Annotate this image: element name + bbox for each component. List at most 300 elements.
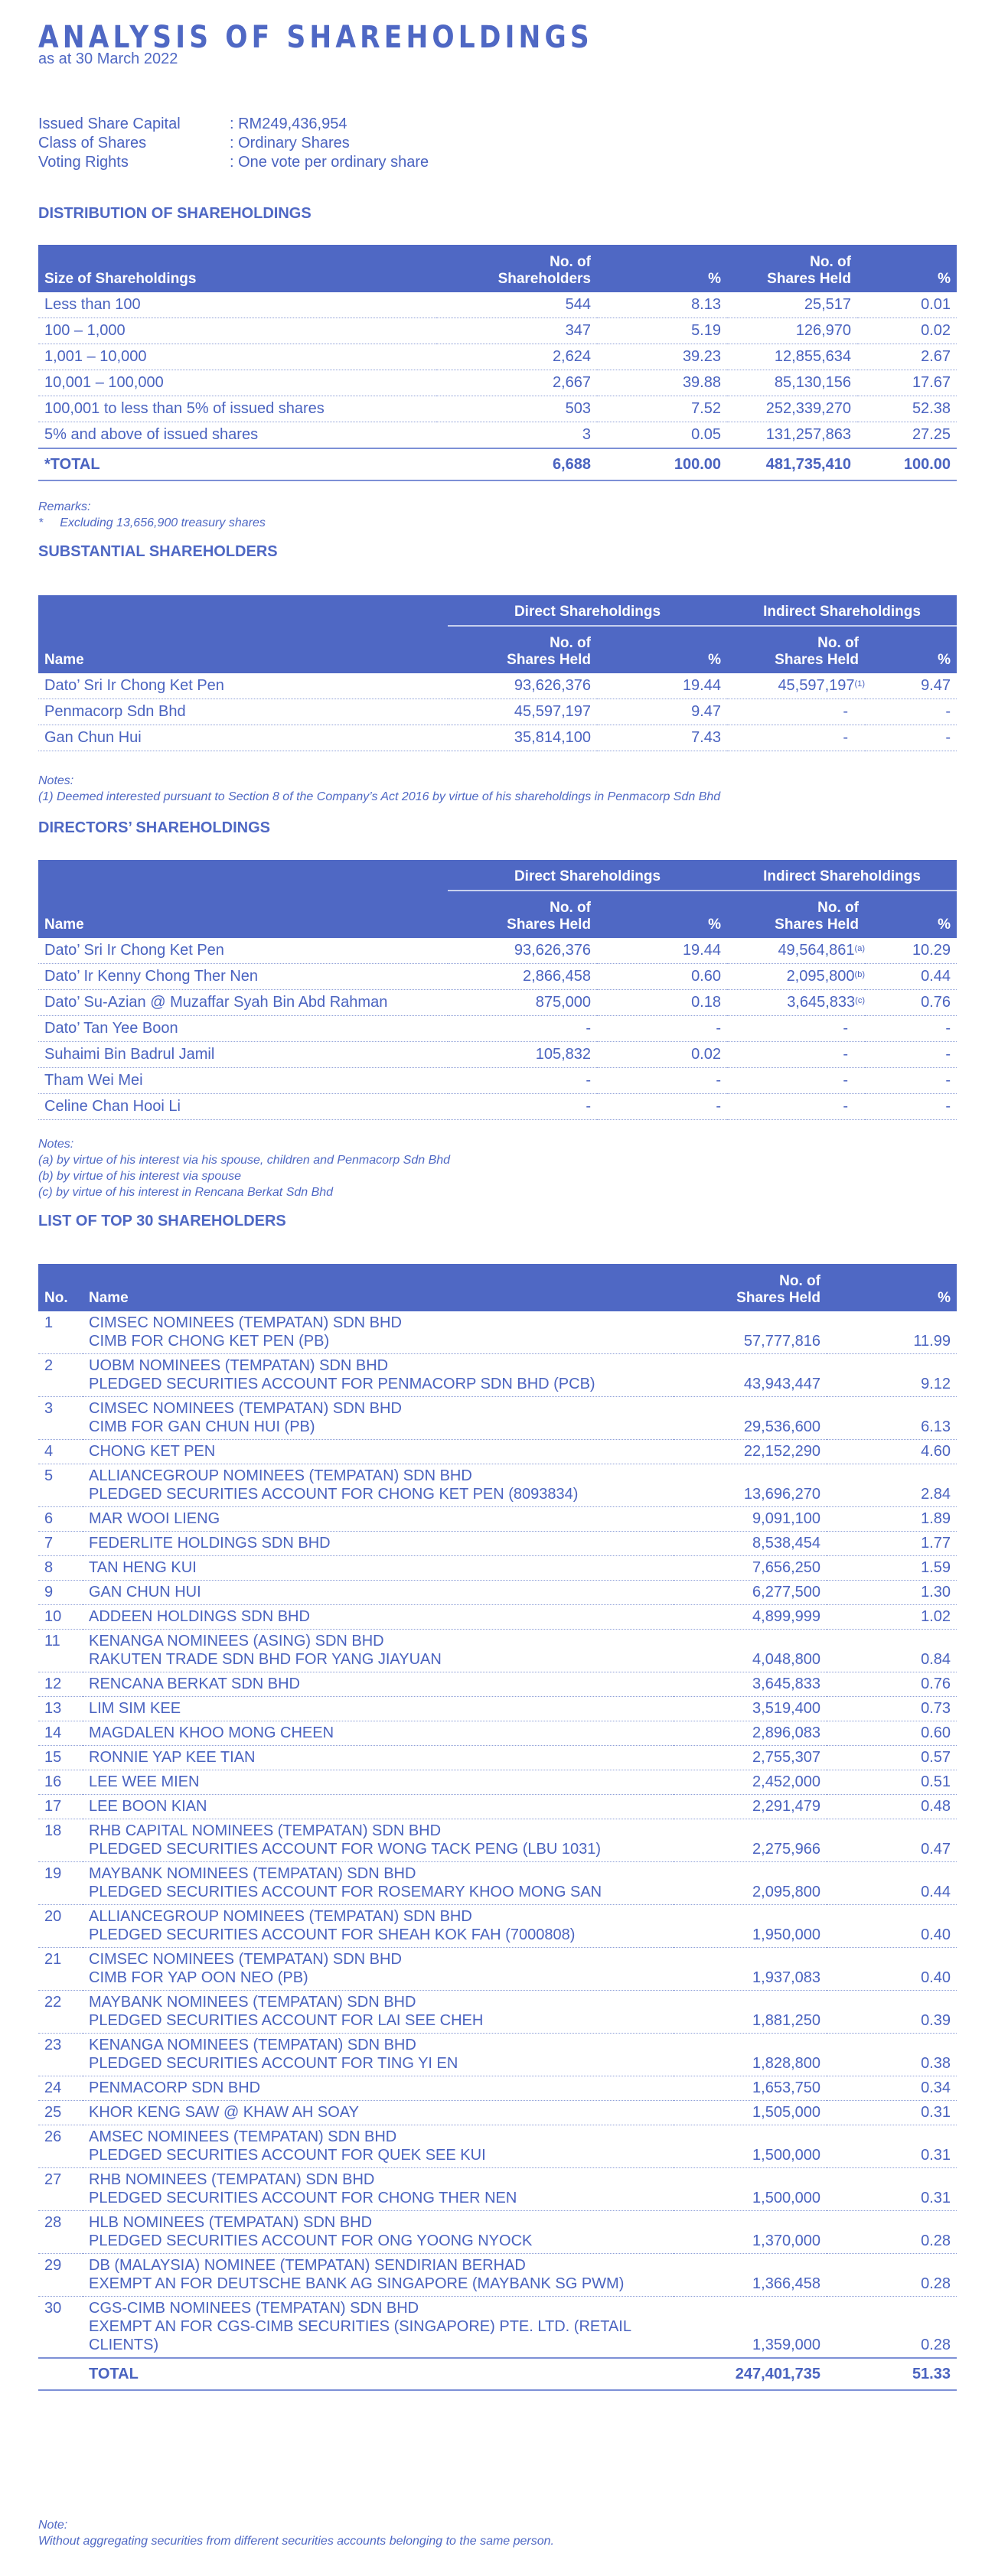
table-row bbox=[38, 1905, 957, 1948]
indirect-shares-cell bbox=[727, 990, 865, 1016]
indirect-shares-cell bbox=[727, 673, 865, 699]
indirect-pct-cell: 9.47 bbox=[865, 673, 957, 699]
pct-cell: 1.89 bbox=[827, 1507, 957, 1532]
shares-cell: 7,656,250 bbox=[674, 1556, 827, 1581]
size-cell: 5% and above of issued shares bbox=[38, 422, 436, 449]
direct-shares-cell: 93,626,376 bbox=[448, 673, 597, 699]
table-row bbox=[38, 2211, 957, 2254]
footnote-marker: (a) bbox=[854, 944, 865, 953]
info-label: Voting Rights bbox=[38, 154, 129, 171]
asterisk-marker: * bbox=[38, 516, 44, 529]
shares-cell: 6,277,500 bbox=[674, 1581, 827, 1605]
shareholder-name-cell bbox=[83, 2211, 674, 2254]
pct-cell: 9.12 bbox=[827, 1354, 957, 1397]
pct-holders-cell: 8.13 bbox=[597, 292, 727, 318]
table-row bbox=[38, 1721, 957, 1746]
name-line: PLEDGED SECURITIES ACCOUNT FOR CHONG THER NEN bbox=[89, 2190, 517, 2206]
pct-cell: 0.31 bbox=[827, 2101, 957, 2125]
name-cell: Suhaimi Bin Badrul Jamil bbox=[38, 1042, 448, 1068]
rank-cell: 13 bbox=[38, 1697, 83, 1721]
indirect-shares-value: 2,095,800 bbox=[786, 968, 855, 985]
name-line: ALLIANCEGROUP NOMINEES (TEMPATAN) SDN BHD bbox=[89, 1467, 472, 1484]
col-header-indirect-shares: No. of Shares Held bbox=[727, 626, 865, 673]
footnote-marker: (c) bbox=[855, 996, 865, 1005]
col-header-indirect-pct: % bbox=[865, 891, 957, 938]
shareholder-name-cell bbox=[83, 1721, 674, 1746]
rank-cell: 14 bbox=[38, 1721, 83, 1746]
table-row bbox=[38, 1532, 957, 1556]
direct-pct-cell: 0.02 bbox=[597, 1042, 727, 1068]
shares-cell: 131,257,863 bbox=[727, 422, 857, 449]
name-line: EXEMPT AN FOR DEUTSCHE BANK AG SINGAPORE (MAYBANK SG PWM) bbox=[89, 2275, 625, 2292]
shares-cell: 1,370,000 bbox=[674, 2211, 827, 2254]
shares-cell: 9,091,100 bbox=[674, 1507, 827, 1532]
shares-cell: 2,452,000 bbox=[674, 1770, 827, 1795]
top30-note bbox=[38, 2517, 554, 2549]
indirect-shares-value: 45,597,197 bbox=[778, 677, 855, 694]
direct-pct-cell: 9.47 bbox=[597, 699, 727, 725]
total-label: TOTAL bbox=[83, 2358, 674, 2390]
indirect-shares-value: - bbox=[843, 1098, 848, 1115]
share-capital-info bbox=[38, 115, 429, 172]
table-row bbox=[38, 1042, 957, 1068]
pct-cell: 0.28 bbox=[827, 2254, 957, 2297]
col-header-direct-pct: % bbox=[597, 891, 727, 938]
direct-pct-cell: 19.44 bbox=[597, 938, 727, 964]
table-header-row bbox=[38, 626, 957, 673]
distribution-table bbox=[38, 245, 957, 481]
indirect-shares-cell bbox=[727, 699, 865, 725]
table-row bbox=[38, 1770, 957, 1795]
pct-shares-cell: 0.01 bbox=[857, 292, 957, 318]
indirect-shares-value: 49,564,861 bbox=[778, 942, 855, 959]
direct-pct-cell: 19.44 bbox=[597, 673, 727, 699]
pct-cell: 0.31 bbox=[827, 2125, 957, 2168]
table-row bbox=[38, 2125, 957, 2168]
col-header-direct-shares: No. of Shares Held bbox=[448, 626, 597, 673]
shareholder-name-cell bbox=[83, 1507, 674, 1532]
direct-shares-cell: 93,626,376 bbox=[448, 938, 597, 964]
indirect-shares-value: 3,645,833 bbox=[787, 994, 856, 1011]
col-header-name: Name bbox=[38, 891, 448, 938]
table-row bbox=[38, 1507, 957, 1532]
shareholder-name-cell bbox=[83, 1311, 674, 1354]
name-line: CGS-CIMB NOMINEES (TEMPATAN) SDN BHD bbox=[89, 2300, 419, 2317]
shares-cell: 13,696,270 bbox=[674, 1464, 827, 1507]
table-row bbox=[38, 1556, 957, 1581]
notes-title: Notes: bbox=[38, 1138, 74, 1151]
shares-cell: 1,359,000 bbox=[674, 2297, 827, 2359]
table-row bbox=[38, 370, 957, 396]
pct-cell: 0.57 bbox=[827, 1746, 957, 1770]
table-row bbox=[38, 673, 957, 699]
indirect-pct-cell: - bbox=[865, 1042, 957, 1068]
shares-cell: 57,777,816 bbox=[674, 1311, 827, 1354]
shareholder-name-cell bbox=[83, 1397, 674, 1440]
note-text: Without aggregating securities from different securities accounts belonging to the same person. bbox=[38, 2535, 554, 2548]
name-line: UOBM NOMINEES (TEMPATAN) SDN BHD bbox=[89, 1357, 389, 1374]
name-cell: Dato’ Su-Azian @ Muzaffar Syah Bin Abd Rahman bbox=[38, 990, 448, 1016]
name-cell: Celine Chan Hooi Li bbox=[38, 1094, 448, 1120]
indirect-pct-cell: - bbox=[865, 1016, 957, 1042]
shareholder-name-cell bbox=[83, 1605, 674, 1630]
direct-pct-cell: 0.18 bbox=[597, 990, 727, 1016]
shares-cell: 29,536,600 bbox=[674, 1397, 827, 1440]
direct-shares-cell: 45,597,197 bbox=[448, 699, 597, 725]
shareholders-cell: 3 bbox=[436, 422, 597, 449]
col-header-no: No. bbox=[38, 1264, 83, 1311]
pct-cell: 0.39 bbox=[827, 1991, 957, 2034]
rank-cell: 27 bbox=[38, 2168, 83, 2211]
notes-title: Notes: bbox=[38, 774, 74, 787]
shareholder-name-cell bbox=[83, 1819, 674, 1862]
rank-cell: 15 bbox=[38, 1746, 83, 1770]
table-row bbox=[38, 1862, 957, 1905]
rank-cell: 9 bbox=[38, 1581, 83, 1605]
indirect-pct-cell: - bbox=[865, 699, 957, 725]
group-header-indirect: Indirect Shareholdings bbox=[727, 595, 957, 626]
shareholders-cell: 544 bbox=[436, 292, 597, 318]
shares-cell: 85,130,156 bbox=[727, 370, 857, 396]
page-subtitle: as at 30 March 2022 bbox=[38, 50, 178, 67]
col-header-direct-shares: No. of Shares Held bbox=[448, 891, 597, 938]
direct-shares-cell: - bbox=[448, 1016, 597, 1042]
col-header-pct-holders: % bbox=[597, 245, 727, 292]
name-line: CHONG KET PEN bbox=[89, 1443, 216, 1460]
pct-cell: 0.47 bbox=[827, 1819, 957, 1862]
table-row bbox=[38, 938, 957, 964]
shares-cell: 4,048,800 bbox=[674, 1630, 827, 1672]
rank-cell: 20 bbox=[38, 1905, 83, 1948]
pct-cell: 0.76 bbox=[827, 1672, 957, 1697]
indirect-pct-cell: 0.76 bbox=[865, 990, 957, 1016]
name-cell: Dato’ Ir Kenny Chong Ther Nen bbox=[38, 964, 448, 990]
indirect-shares-cell bbox=[727, 964, 865, 990]
name-line: MAYBANK NOMINEES (TEMPATAN) SDN BHD bbox=[89, 1994, 416, 2011]
pct-cell: 0.44 bbox=[827, 1862, 957, 1905]
total-pct-holders: 100.00 bbox=[597, 448, 727, 480]
indirect-pct-cell: - bbox=[865, 1068, 957, 1094]
section-title-top30: LIST OF TOP 30 SHAREHOLDERS bbox=[38, 1213, 286, 1229]
direct-pct-cell: - bbox=[597, 1068, 727, 1094]
pct-cell: 0.34 bbox=[827, 2076, 957, 2101]
pct-cell: 0.28 bbox=[827, 2297, 957, 2359]
table-header-row bbox=[38, 1264, 957, 1311]
table-row bbox=[38, 1948, 957, 1991]
pct-holders-cell: 0.05 bbox=[597, 422, 727, 449]
name-line: PLEDGED SECURITIES ACCOUNT FOR ROSEMARY KHOO MONG SAN bbox=[89, 1884, 602, 1900]
rank-cell: 30 bbox=[38, 2297, 83, 2359]
shares-cell: 3,519,400 bbox=[674, 1697, 827, 1721]
col-header-pct: % bbox=[827, 1264, 957, 1311]
name-line: CIMB FOR YAP OON NEO (PB) bbox=[89, 1969, 308, 1986]
rank-cell: 28 bbox=[38, 2211, 83, 2254]
name-line: RHB CAPITAL NOMINEES (TEMPATAN) SDN BHD bbox=[89, 1822, 442, 1839]
table-row bbox=[38, 1630, 957, 1672]
direct-shares-cell: 105,832 bbox=[448, 1042, 597, 1068]
name-line: LIM SIM KEE bbox=[89, 1700, 181, 1717]
indirect-pct-cell: 10.29 bbox=[865, 938, 957, 964]
table-row bbox=[38, 990, 957, 1016]
note-title: Note: bbox=[38, 2519, 68, 2532]
rank-cell: 18 bbox=[38, 1819, 83, 1862]
rank-cell: 8 bbox=[38, 1556, 83, 1581]
info-value: : One vote per ordinary share bbox=[230, 154, 429, 171]
col-header-indirect-shares: No. of Shares Held bbox=[727, 891, 865, 938]
table-header-row bbox=[38, 891, 957, 938]
table-row bbox=[38, 2254, 957, 2297]
shares-cell: 22,152,290 bbox=[674, 1440, 827, 1464]
shares-cell: 1,366,458 bbox=[674, 2254, 827, 2297]
shares-cell: 2,755,307 bbox=[674, 1746, 827, 1770]
name-line: PLEDGED SECURITIES ACCOUNT FOR CHONG KET PEN (8093834) bbox=[89, 1486, 579, 1503]
size-cell: 1,001 – 10,000 bbox=[38, 344, 436, 370]
name-line: RAKUTEN TRADE SDN BHD FOR YANG JIAYUAN bbox=[89, 1651, 442, 1668]
info-value: : RM249,436,954 bbox=[230, 116, 347, 132]
shareholders-cell: 347 bbox=[436, 318, 597, 344]
substantial-shareholders-table bbox=[38, 595, 957, 751]
name-line: PLEDGED SECURITIES ACCOUNT FOR LAI SEE CHEH bbox=[89, 2012, 484, 2029]
shares-cell: 1,828,800 bbox=[674, 2034, 827, 2076]
info-row bbox=[38, 115, 429, 134]
direct-shares-cell: 875,000 bbox=[448, 990, 597, 1016]
info-row bbox=[38, 153, 429, 172]
name-line: CIMB FOR GAN CHUN HUI (PB) bbox=[89, 1418, 315, 1435]
shareholder-name-cell bbox=[83, 2254, 674, 2297]
name-line: CLIENTS) bbox=[89, 2337, 159, 2353]
pct-cell: 11.99 bbox=[827, 1311, 957, 1354]
table-row bbox=[38, 2297, 957, 2359]
shares-cell: 2,095,800 bbox=[674, 1862, 827, 1905]
shareholder-name-cell bbox=[83, 1464, 674, 1507]
name-line: AMSEC NOMINEES (TEMPATAN) SDN BHD bbox=[89, 2128, 397, 2145]
pct-cell: 0.60 bbox=[827, 1721, 957, 1746]
group-header-direct: Direct Shareholdings bbox=[448, 860, 727, 891]
page-title: ANALYSIS OF SHAREHOLDINGS bbox=[38, 20, 593, 55]
table-row bbox=[38, 1311, 957, 1354]
pct-cell: 1.02 bbox=[827, 1605, 957, 1630]
name-line: CIMSEC NOMINEES (TEMPATAN) SDN BHD bbox=[89, 1951, 402, 1968]
shareholder-name-cell bbox=[83, 1630, 674, 1672]
shareholder-name-cell bbox=[83, 2297, 674, 2359]
distribution-remarks bbox=[38, 499, 266, 531]
blank-cell bbox=[38, 2358, 83, 2390]
size-cell: 10,001 – 100,000 bbox=[38, 370, 436, 396]
shareholder-name-cell bbox=[83, 1770, 674, 1795]
table-row bbox=[38, 2034, 957, 2076]
shares-cell: 4,899,999 bbox=[674, 1605, 827, 1630]
section-title-substantial: SUBSTANTIAL SHAREHOLDERS bbox=[38, 543, 278, 560]
table-row bbox=[38, 1581, 957, 1605]
name-line: FEDERLITE HOLDINGS SDN BHD bbox=[89, 1535, 331, 1552]
footnote-marker: (b) bbox=[854, 970, 865, 979]
shareholders-cell: 2,624 bbox=[436, 344, 597, 370]
table-row bbox=[38, 1746, 957, 1770]
shareholder-name-cell bbox=[83, 1440, 674, 1464]
indirect-shares-value: - bbox=[843, 1072, 848, 1089]
name-line: RONNIE YAP KEE TIAN bbox=[89, 1749, 256, 1766]
shareholder-name-cell bbox=[83, 1991, 674, 2034]
table-row bbox=[38, 699, 957, 725]
name-line: CIMSEC NOMINEES (TEMPATAN) SDN BHD bbox=[89, 1400, 402, 1417]
name-line: GAN CHUN HUI bbox=[89, 1584, 201, 1601]
shares-cell: 2,275,966 bbox=[674, 1819, 827, 1862]
indirect-pct-cell: - bbox=[865, 1094, 957, 1120]
name-line: PENMACORP SDN BHD bbox=[89, 2079, 261, 2096]
blank-header-cell bbox=[38, 860, 448, 891]
table-row bbox=[38, 1991, 957, 2034]
direct-shares-cell: - bbox=[448, 1094, 597, 1120]
rank-cell: 23 bbox=[38, 2034, 83, 2076]
size-cell: 100,001 to less than 5% of issued shares bbox=[38, 396, 436, 422]
name-line: RENCANA BERKAT SDN BHD bbox=[89, 1676, 300, 1692]
pct-cell: 0.73 bbox=[827, 1697, 957, 1721]
total-pct-shares: 100.00 bbox=[857, 448, 957, 480]
pct-shares-cell: 27.25 bbox=[857, 422, 957, 449]
name-line: PLEDGED SECURITIES ACCOUNT FOR TING YI EN bbox=[89, 2055, 458, 2072]
name-line: CIMSEC NOMINEES (TEMPATAN) SDN BHD bbox=[89, 1314, 402, 1331]
total-pct: 51.33 bbox=[827, 2358, 957, 2390]
table-group-header-row bbox=[38, 595, 957, 626]
rank-cell: 4 bbox=[38, 1440, 83, 1464]
rank-cell: 11 bbox=[38, 1630, 83, 1672]
directors-shareholdings-table bbox=[38, 860, 957, 1120]
pct-holders-cell: 5.19 bbox=[597, 318, 727, 344]
name-line: KENANGA NOMINEES (ASING) SDN BHD bbox=[89, 1633, 384, 1649]
total-shares: 247,401,735 bbox=[674, 2358, 827, 2390]
pct-holders-cell: 39.88 bbox=[597, 370, 727, 396]
table-row bbox=[38, 2168, 957, 2211]
shares-cell: 1,653,750 bbox=[674, 2076, 827, 2101]
rank-cell: 7 bbox=[38, 1532, 83, 1556]
indirect-pct-cell: - bbox=[865, 725, 957, 751]
total-row bbox=[38, 2358, 957, 2390]
rank-cell: 5 bbox=[38, 1464, 83, 1507]
indirect-shares-cell bbox=[727, 1016, 865, 1042]
table-group-header-row bbox=[38, 860, 957, 891]
col-header-indirect-pct: % bbox=[865, 626, 957, 673]
name-line: ADDEEN HOLDINGS SDN BHD bbox=[89, 1608, 310, 1625]
pct-shares-cell: 17.67 bbox=[857, 370, 957, 396]
table-row bbox=[38, 344, 957, 370]
indirect-shares-cell bbox=[727, 1094, 865, 1120]
rank-cell: 22 bbox=[38, 1991, 83, 2034]
pct-cell: 0.51 bbox=[827, 1770, 957, 1795]
table-row bbox=[38, 1697, 957, 1721]
size-cell: 100 – 1,000 bbox=[38, 318, 436, 344]
table-row bbox=[38, 1605, 957, 1630]
indirect-shares-value: - bbox=[843, 1020, 848, 1037]
col-header-name: Name bbox=[38, 626, 448, 673]
shares-cell: 1,937,083 bbox=[674, 1948, 827, 1991]
table-header-row bbox=[38, 245, 957, 292]
shareholder-name-cell bbox=[83, 2168, 674, 2211]
top30-shareholders-table bbox=[38, 1264, 957, 2391]
shares-cell: 3,645,833 bbox=[674, 1672, 827, 1697]
col-header-shares-held: No. of Shares Held bbox=[674, 1264, 827, 1311]
name-line: HLB NOMINEES (TEMPATAN) SDN BHD bbox=[89, 2214, 373, 2231]
note-line: (1) Deemed interested pursuant to Section 8 of the Company’s Act 2016 by virtue of his shareholdings in Penmacorp Sdn Bhd bbox=[38, 790, 721, 803]
pct-cell: 1.30 bbox=[827, 1581, 957, 1605]
name-line: PLEDGED SECURITIES ACCOUNT FOR WONG TACK PENG (LBU 1031) bbox=[89, 1841, 602, 1858]
shareholder-name-cell bbox=[83, 2076, 674, 2101]
pct-shares-cell: 52.38 bbox=[857, 396, 957, 422]
name-cell: Gan Chun Hui bbox=[38, 725, 448, 751]
table-row bbox=[38, 1795, 957, 1819]
name-line: PLEDGED SECURITIES ACCOUNT FOR ONG YOONG NYOCK bbox=[89, 2232, 533, 2249]
table-row bbox=[38, 1397, 957, 1440]
substantial-notes bbox=[38, 773, 720, 805]
indirect-shares-cell bbox=[727, 725, 865, 751]
table-row bbox=[38, 292, 957, 318]
blank-header-cell bbox=[38, 595, 448, 626]
shares-cell: 1,500,000 bbox=[674, 2168, 827, 2211]
rank-cell: 19 bbox=[38, 1862, 83, 1905]
group-header-direct: Direct Shareholdings bbox=[448, 595, 727, 626]
shareholder-name-cell bbox=[83, 1795, 674, 1819]
name-cell: Dato’ Sri Ir Chong Ket Pen bbox=[38, 673, 448, 699]
name-line: LEE BOON KIAN bbox=[89, 1798, 207, 1815]
rank-cell: 17 bbox=[38, 1795, 83, 1819]
shares-cell: 1,505,000 bbox=[674, 2101, 827, 2125]
total-row bbox=[38, 448, 957, 480]
name-line: PLEDGED SECURITIES ACCOUNT FOR SHEAH KOK FAH (7000808) bbox=[89, 1926, 576, 1943]
direct-pct-cell: 7.43 bbox=[597, 725, 727, 751]
pct-cell: 0.28 bbox=[827, 2211, 957, 2254]
name-line: KENANGA NOMINEES (TEMPATAN) SDN BHD bbox=[89, 2037, 416, 2053]
name-cell: Penmacorp Sdn Bhd bbox=[38, 699, 448, 725]
rank-cell: 2 bbox=[38, 1354, 83, 1397]
pct-shares-cell: 0.02 bbox=[857, 318, 957, 344]
shares-cell: 25,517 bbox=[727, 292, 857, 318]
shareholder-name-cell bbox=[83, 1948, 674, 1991]
shareholder-name-cell bbox=[83, 1556, 674, 1581]
shares-cell: 43,943,447 bbox=[674, 1354, 827, 1397]
table-row bbox=[38, 396, 957, 422]
col-header-size: Size of Shareholdings bbox=[38, 245, 436, 292]
pct-cell: 6.13 bbox=[827, 1397, 957, 1440]
name-line: CIMB FOR CHONG KET PEN (PB) bbox=[89, 1333, 330, 1350]
group-header-indirect: Indirect Shareholdings bbox=[727, 860, 957, 891]
rank-cell: 10 bbox=[38, 1605, 83, 1630]
name-line: DB (MALAYSIA) NOMINEE (TEMPATAN) SENDIRIAN BERHAD bbox=[89, 2257, 526, 2274]
table-row bbox=[38, 422, 957, 449]
total-shareholders: 6,688 bbox=[436, 448, 597, 480]
info-label: Issued Share Capital bbox=[38, 116, 181, 132]
shares-cell: 252,339,270 bbox=[727, 396, 857, 422]
shareholder-name-cell bbox=[83, 1905, 674, 1948]
table-row bbox=[38, 1672, 957, 1697]
direct-shares-cell: 35,814,100 bbox=[448, 725, 597, 751]
rank-cell: 25 bbox=[38, 2101, 83, 2125]
shares-cell: 1,950,000 bbox=[674, 1905, 827, 1948]
note-line: (a) by virtue of his interest via his spouse, children and Penmacorp Sdn Bhd bbox=[38, 1154, 451, 1167]
table-row bbox=[38, 1464, 957, 1507]
name-line: KHOR KENG SAW @ KHAW AH SOAY bbox=[89, 2104, 359, 2121]
col-header-pct-shares: % bbox=[857, 245, 957, 292]
shareholder-name-cell bbox=[83, 1672, 674, 1697]
table-row bbox=[38, 1354, 957, 1397]
remarks-title: Remarks: bbox=[38, 500, 91, 513]
shares-cell: 1,881,250 bbox=[674, 1991, 827, 2034]
name-line: PLEDGED SECURITIES ACCOUNT FOR PENMACORP SDN BHD (PCB) bbox=[89, 1376, 595, 1392]
remarks-text: Excluding 13,656,900 treasury shares bbox=[60, 516, 266, 529]
name-cell: Tham Wei Mei bbox=[38, 1068, 448, 1094]
name-line: PLEDGED SECURITIES ACCOUNT FOR QUEK SEE KUI bbox=[89, 2147, 486, 2164]
table-row bbox=[38, 1819, 957, 1862]
table-row bbox=[38, 2101, 957, 2125]
direct-pct-cell: 0.60 bbox=[597, 964, 727, 990]
